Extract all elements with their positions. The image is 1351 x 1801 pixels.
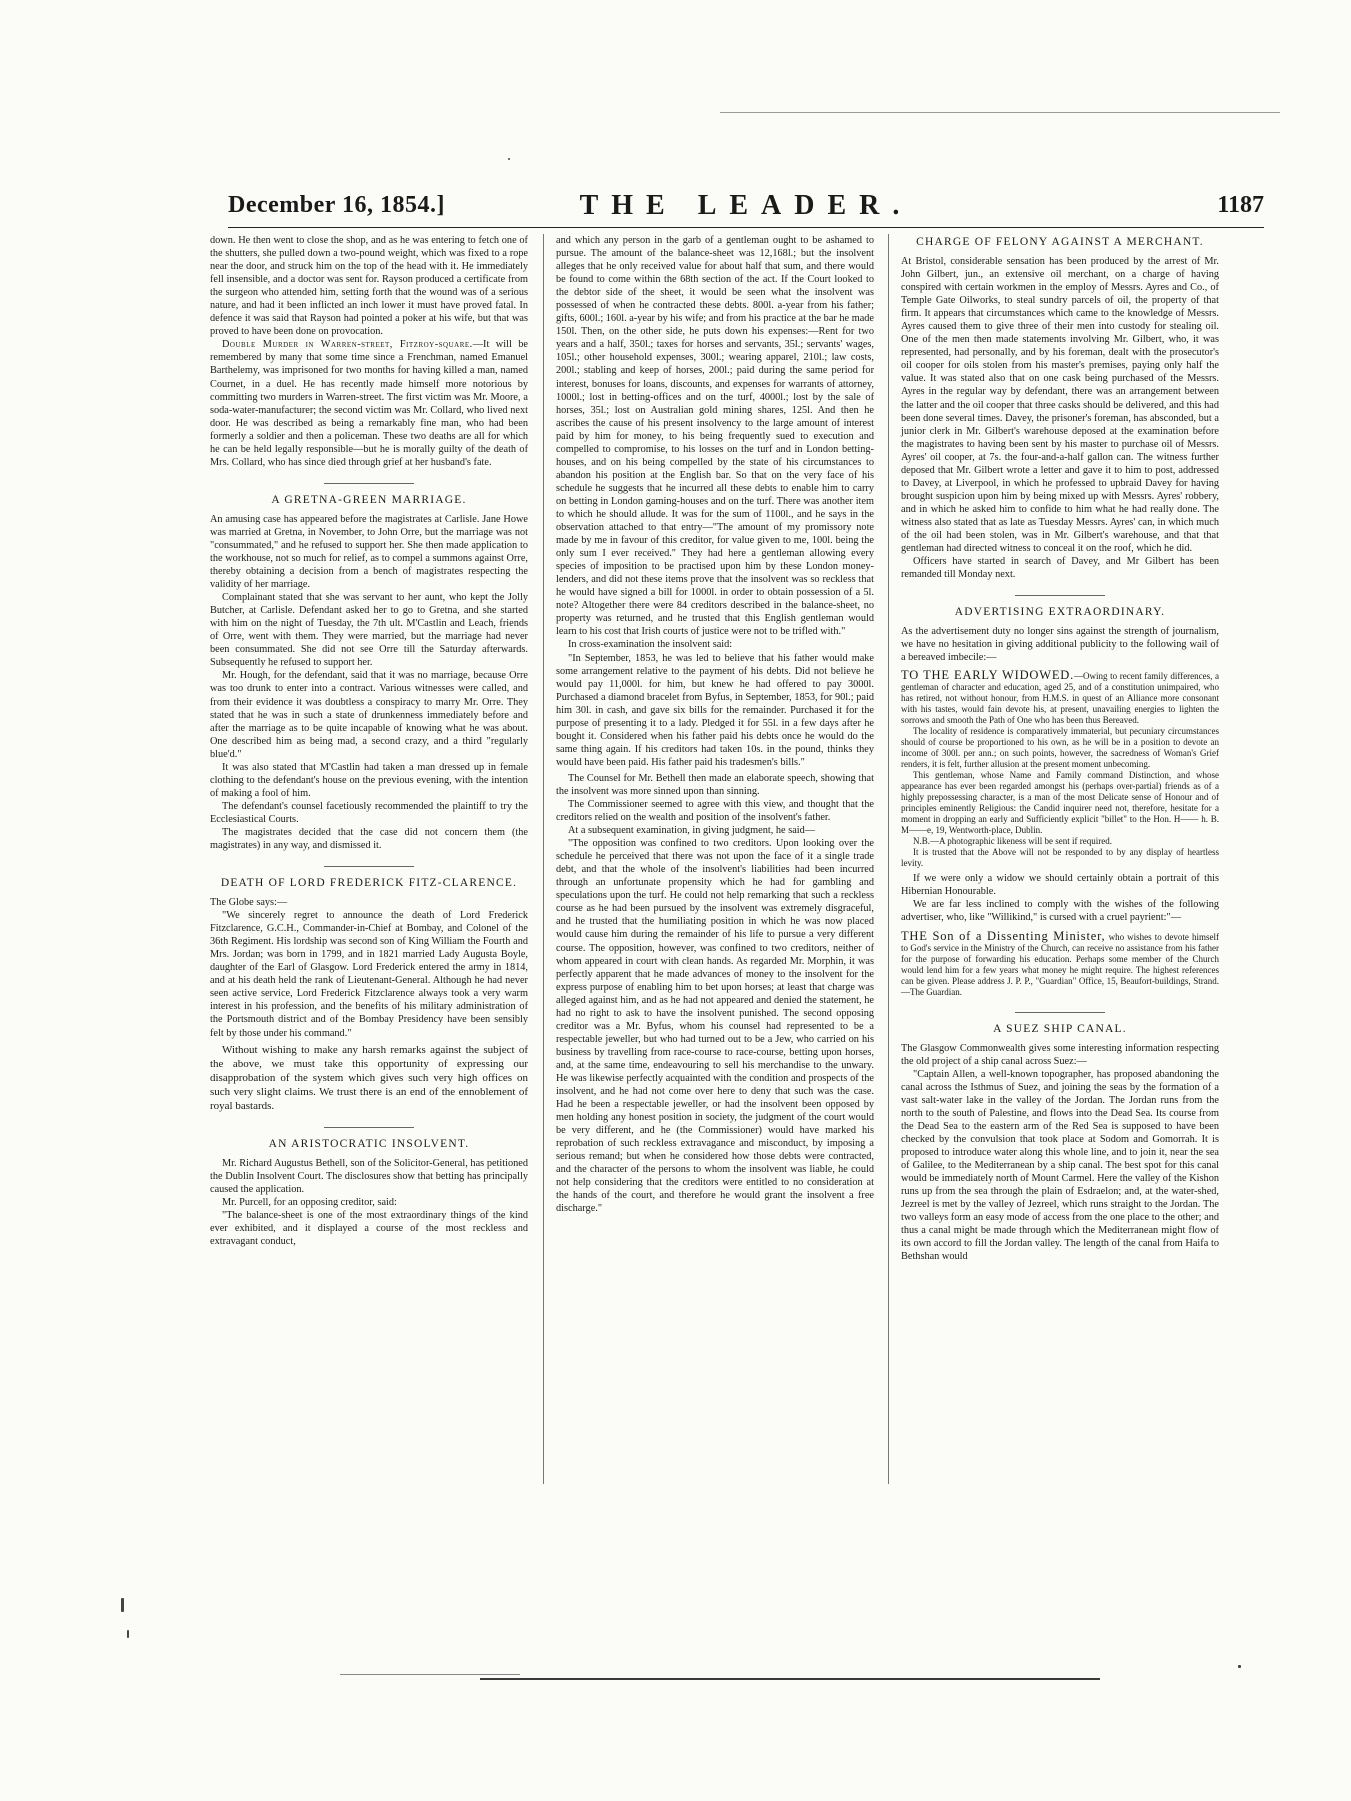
lead-in: Double Murder in Warren-street, Fitzroy-square.: [222, 339, 473, 351]
article-text: The Counsel for Mr. Bethell then made an elaborate speech, showing that the insolvent was more sinned upon than sinning.: [556, 772, 874, 797]
article-text: The Globe says:—: [210, 897, 288, 909]
article-text: and which any person in the garb of a gentleman ought to be ashamed to pursue. The amount of the balance-sheet was 12,168l.; but the insolvent alleges that he only received value for about half that sum, and there would be found to come within the 68th section of the act. If the Court looked to the debtor side of the sheet, it would be seen what the insolvent was possessed of when he contracted these debts. 800l. a-year from his father; gifts, 600l.; 160l. a-year by his wife; and from his practice at the bar he made 150l. Then, on the other side, he puts down his expenses:—Rent for two years and a half, 350l.; taxes for horses and servants, 35l.; servants' wages, 105l.; other household expenses, 300l.; wearing apparel, 210l.; law costs, 200l.; stabling and keep of horses, 200l.; paid during the same period for interest, bonuses for loans, discounts, and expenses for warrants of attorney, 1000l.; lost in betting-offices and on the turf, 4000l.; lost by the sale of horses, 35l.; lost on Australian gold mining shares, 125l. And then he ascribes the cause of his present insolvency to the large amount of interest paid by him for money, to his being frequently sued to execution and compelled to compromise, to his losses on the turf and in London betting-houses, and on his being compelled by the state of his circumstances to abandon his position at the English bar. So that on the very face of his schedule he suggests that he incurred all these debts to enable him to carry on betting in London gaming-houses and on the turf. There was another item to which he should allude. It was for the sum of 1100l., and he says in the observation attached to that entry—"The amount of my promissory note made by me in favour of this creditor, for value given to me, 100l. being the only sum I ever received." They had here a gentleman allowing every species of imposition to be practised upon him by these London money-lenders, and did not these items prove that the insolvent was so reckless that he would have signed a bill for 1000l. in order to obtain possession of a 5l. note? Altogether there were 84 creditors described in the balance-sheet, no property was returned, and he trusted that this English gentleman would learn to his cost that Irish courts of justice were not to be trifled with.": [556, 235, 874, 638]
column-1: [210, 234, 528, 1248]
section-divider: [1015, 1012, 1105, 1013]
column-2: [556, 234, 874, 1216]
masthead: [228, 192, 1264, 226]
newspaper-title: THE LEADER.: [579, 190, 913, 221]
article-text: An amusing case has appeared before the magistrates at Carlisle. Jane Howe was married at Gretna, in November, to John Orre, but the marriage was not "consummated," and he refused to support her. She then made application to the workhouse, not so much for relief, as to compel a summons against Orre, thereby obtaining a decision from a bench of magistrates respecting the validity of her marriage.: [210, 513, 528, 591]
article-text: The magistrates decided that the case did not concern them (the magistrates) in any way, and dismissed it.: [210, 826, 528, 852]
article-text: At a subsequent examination, in giving judgment, he said—: [568, 825, 816, 837]
headline-felony: CHARGE OF FELONY AGAINST A MERCHANT.: [916, 236, 1204, 248]
issue-date: December 16, 1854.]: [228, 192, 445, 218]
masthead-rule: [228, 227, 1264, 228]
column-3: [901, 234, 1219, 1263]
ad-text: The locality of residence is comparatively immaterial, but pecuniary circumstances should of course be proportioned to his own, as he will be in a position to devote an income of 300l. per ann.; on such points, however, the sacredness of Woman's Grief renders, it is felt, further allusion at the present moment unbecoming.: [901, 726, 1219, 770]
article-text: Without wishing to make any harsh remarks against the subject of the above, we must take this opportunity of expressing our disapprobation of the system which gives such very high offices on such very slight claims. We trust there is an end of the ennoblement of royal bastards.: [210, 1043, 528, 1112]
scan-mark: [127, 1630, 129, 1638]
article-quote: "The opposition was confined to two creditors. Upon looking over the schedule he perceived that there was not upon the face of it a single trade debt, and that the whole of the insolvent's liabilities had been incurred through an unfortunate propensity which he had for gambling and speculations upon the turf. He could not help remarking that such a reckless course as he had been pursued by the insolvent was extremely disgraceful, and he trusted that the humiliating position in which he was now placed would cause him during the remainder of his life to pursue a very different course. The opposition, however, was confined to two creditors, neither of whom appeared in court with clean hands. As regarded Mr. Morphin, it was perfectly apparent that he made advances of money to the insolvent for the express purpose of enabling him to bet upon horses; at least that charge was alleged against him, and as he had not appeared and denied the statement, he had no right to ask to have the insolvent punished. The second opposing creditor was a Mr. Byfus, whom his counsel had represented to be a respectable jeweller, but who had turned out to be a Jew, who carried on his business by travelling from race-course to race-course, betting upon horses, and, at the same time, endeavouring to sell his merchandise to the unwary. He was likewise perfectly acquainted with the condition and prospects of the insolvent, and he had not come over here to deny that such was the case. Had he been a respectable jeweller, or had the insolvent been opposed by men holding any honest position in society, the judgment of the court would be very different, and he (the Commissioner) would have marked his reprobation of such reckless extravagance and misconduct, by imposing a serious remand; but when he considered how those debts were contracted, and the character of the persons to whom the insolvent was liable, he could not help considering that the creditors were entitled to no consideration at the hands of the court, and therefore he would grant the insolvent a free discharge.": [556, 838, 874, 1215]
ad-text: This gentleman, whose Name and Family command Distinction, and whose appearance has ever been regarded amongst his (perhaps over-partial) friends as of a highly prepossessing character, is a man of the most Delicate sense of Honour and of principles eminently Religious: the Candid inquirer need not, therefore, hesitate for a moment in dropping an early and Sufficiently explicit "billet" to the Hon. H—— h. B. M——e, 19, Wentworth-place, Dublin.: [901, 770, 1219, 836]
headline-suez: A SUEZ SHIP CANAL.: [993, 1022, 1127, 1035]
article-text: The defendant's counsel facetiously recommended the plaintiff to try the Ecclesiastical Courts.: [210, 800, 528, 825]
advertisement-widowed: [901, 670, 1219, 869]
headline-advertising: ADVERTISING EXTRAORDINARY.: [954, 606, 1166, 619]
article-text: Complainant stated that she was servant to her aunt, who kept the Jolly Butcher, at Carlisle. Defendant asked her to go to Gretna, and she started with him on the night of Tuesday, the 7th ult. M'Castlin and Leach, friends of Orre, went with them. They were married, but the marriage had never been consummated. She did not see Orre till the Saturday afterwards. Subsequently he refused to support her.: [210, 592, 528, 669]
article-quote: "Captain Allen, a well-known topographer, has proposed abandoning the canal across the Isthmus of Suez, and joining the seas by the formation of a vast salt-water lake in the valley of the Jordan. The Jordan runs from the north to the south of Palestine, and flows into the Dead Sea. Its course from the Dead Sea to the eastern arm of the Red Sea is supposed to have been checked by the convulsion that took place at Sodom and Gomorrah. It is proposed to introduce water along this whole line, and to join it, near the sea of Galilee, to the Mediterranean by a ship canal. The best spot for this canal would be immediately north of Mount Carmel. Here the valley of the Kishon runs up from the sea through the plain of Esdraelon; and, at the water-shed, Jezreel is met by the valley of Jezreel, which runs straight to the Jordan. The two valleys form an easy mode of access from the one place to the other; and thus a canal might be made through which the Mediterranean might flow of its own accord to fill the Jordan valley. The length of the canal from Haifa to Bethshan would: [901, 1068, 1219, 1263]
article-text: It was also stated that M'Castlin had taken a man dressed up in female clothing to the defendant's house on the previous evening, with the intention of making a fool of him.: [210, 761, 528, 799]
article-text: Mr. Hough, for the defendant, said that it was no marriage, because Orre was too drunk to enter into a contract. Various witnesses were called, and from their evidence it was doubtless a conspiracy to marry Mr. Orre. They stated that he was in such a state of drunkenness immediately before and after the marriage as to be quite incapable of knowing what he was about. One described him as being mad, a second crazy, and a third "regularly blue'd.": [210, 670, 528, 760]
article-text: At Bristol, considerable sensation has been produced by the arrest of Mr. John Gilbert, jun., an extensive oil merchant, on a charge of having conspired with certain workmen in the employ of Messrs. Ayres and Co., of Temple Gate Oilworks, to steal sundry parcels of oil, the property of that firm. It appears that circumstances which came to the knowledge of Messrs. Ayres caused them to give three of their men into custody for stealing oil. One of the men then made statements involving Mr. Gilbert, who, it was represented, had personally, and by his foreman, dealt with the prosecutor's oil cooper for oils stolen from his master's premises, paying only half the value. It was stated also that on one cask being purchased of the Messrs. Ayres in the regular way by defendant, there was an arrangement between the latter and the oil cooper that three casks should be delivered, and this had been done several times. Davey, the prisoner's foreman, has absconded, but a junior clerk in Mr. Gilbert's warehouse deposed at the examination before the magistrates to having been sent by his master to purchase oil of Messrs. Ayres' oil cooper, at 7s. the four-and-a-half gallon can. The witness further deposed that Mr. Gilbert wrote a letter and gave it to him to post, addressed to Davey, at Liverpool, in which he professed to upbraid Davey for having brought suspicion upon him by being mixed up with Messrs. Ayres' robbery, and in which he asked him to confide to him what he had really done. The witness also stated that as late as Tuesday Messrs. Ayres' can, in which much of the oil had been stolen, was in Mr. Gilbert's warehouse, and that that gentleman had directed witness to conceal it on the roof, which he did.: [901, 256, 1219, 555]
ad-text: N.B.—A photographic likeness will be sent if required.: [913, 836, 1112, 847]
article-text: The Glasgow Commonwealth gives some interesting information respecting the old project of a ship canal across Suez:—: [901, 1042, 1219, 1067]
ad-text: —Owing to recent family differences, a gentleman of character and education, aged 25, and of a constitution unimpaired, who has retired, not without honour, from H.M.S. in quest of an Alliance more consonant with his tastes, would fain devote his, at present, unavailing energies to lighten the sorrows and smooth the Path of One who has been thus Bereaved.: [901, 671, 1219, 726]
article-text: Mr. Richard Augustus Bethell, son of the Solicitor-General, has petitioned the Dublin Insolvent Court. The disclosures show that betting has principally caused the application.: [210, 1157, 528, 1195]
article-quote: "We sincerely regret to announce the death of Lord Frederick Fitzclarence, G.C.H., Commander-in-Chief at Bombay, and Colonel of the 36th Regiment. His lordship was second son of King William the Fourth and Mrs. Jordan; was born in 1799, and in 1821 married Lady Augusta Boyle, daughter of the Earl of Glasgow. Lord Frederick entered the army in 1814, and at his death held the rank of Lieutenant-General. Although he had never seen active service, Lord Frederick Fitzclarence always took a very warm interest in his profession, and the benefits of his military administration of the Portsmouth district and of the Bombay Presidency have been sensibly felt by those under his command.": [210, 910, 528, 1039]
headline-gretna: A GRETNA-GREEN MARRIAGE.: [271, 493, 467, 506]
article-text: If we were only a widow we should certainly obtain a portrait of this Hibernian Honourable.: [901, 873, 1219, 898]
article-paragraph: [210, 338, 528, 468]
article-quote: "In September, 1853, he was led to believe that his father would make some arrangement relative to the payment of his debts. Did not believe he would pay 11,000l. for him, but knew he had offered to pay 3000l. Purchased a diamond bracelet from Byfus, in September, 1853, for 90l.; paid him 30l. in cash, and gave six bills for the remainder. Purchased it for the purpose of presenting it to a lady. Pledged it for 55l. in a few days after he bought it. Considered when his father paid his debts once he would do the same thing again. If his creditors had taken 10s. in the pound, thinks they would have been paid. His father paid his tradesmen's bills.": [556, 652, 874, 768]
advertisement-dissenting-minister: [901, 928, 1219, 998]
article-text: Officers have started in search of Davey, and Mr Gilbert has been remanded till Monday next.: [901, 556, 1219, 581]
section-divider: [1015, 595, 1105, 596]
article-text: —It will be remembered by many that some time since a Frenchman, named Emanuel Barthelemy, was imprisoned for two months for having killed a man, named Cournet, in a duel. He has recently made himself more notorious by committing two murders in Warren-street. The first victim was Mr. Moore, a soda-water-manufacturer; the second victim was Mr. Collard, who lived next door. He was described as being a remarkably fine man, who had been formerly a soldier and then a policeman. These two deaths are all for which he can be held legally responsible—but he is morally guilty of the death of Mrs. Collard, who has since died through grief at her husband's fate.: [210, 339, 528, 468]
headline-insolvent: AN ARISTOCRATIC INSOLVENT.: [268, 1137, 470, 1150]
ad-heading: THE Son of a Dissenting Minister,: [901, 928, 1106, 943]
scan-mark: [508, 158, 510, 160]
column-divider: [543, 234, 544, 1484]
scan-mark: [1238, 1665, 1241, 1668]
headline-death: DEATH OF LORD FREDERICK FITZ-CLARENCE.: [220, 877, 518, 890]
column-divider: [888, 234, 889, 1484]
article-text: The Commissioner seemed to agree with this view, and thought that the creditors relied on the wealth and position of the insolvent's father.: [556, 799, 874, 824]
article-text: In cross-examination the insolvent said:: [568, 639, 733, 651]
scan-mark: [121, 1598, 124, 1612]
article-text: Mr. Purcell, for an opposing creditor, said:: [222, 1196, 397, 1208]
section-divider: [324, 483, 414, 484]
article-text: As the advertisement duty no longer sins against the strength of journalism, we have no hesitation in giving additional publicity to the following wail of a bereaved imbecile:—: [901, 626, 1219, 664]
bottom-rule: [340, 1674, 520, 1675]
ad-text: who wishes to devote himself to God's service in the Ministry of the Church, can receive no assistance from his father for the purpose of forwarding his education. Perhaps some member of the Church would lend him for a few years what money he might require. The highest references can be given. Please address J. P. P., "Guardian" Office, 15, Beaufort-buildings, Strand.—The Guardian.: [901, 931, 1219, 997]
ad-text: It is trusted that the Above will not be responded to by any display of heartless levity.: [901, 847, 1219, 869]
section-divider: [324, 1127, 414, 1128]
top-rule: [720, 112, 1280, 113]
page-number: 1187: [1217, 192, 1264, 218]
section-divider: [324, 866, 414, 867]
article-text: We are far less inclined to comply with the wishes of the following advertiser, who, like "Willikind," is cursed with a cruel payrient:"—: [901, 899, 1219, 924]
article-quote: "The balance-sheet is one of the most extraordinary things of the kind ever exhibited, and it displayed a course of the most reckless and extravagant conduct,: [210, 1209, 528, 1247]
bottom-rule: [480, 1678, 1100, 1680]
ad-heading: TO THE EARLY WIDOWED.: [901, 668, 1075, 683]
article-text: down. He then went to close the shop, and as he was entering to fetch one of the shutters, she pulled down a two-pound weight, which was fixed to a rope near the door, and struck him on the top of the head with it. He immediately fell insensible, and a doctor was sent for. Rayson produced a certificate from the surgeon who attended him, setting forth that the wound was of a serious nature, and had it been inflicted an inch lower it must have proved fatal. In defence it was said that Rayson had pointed a poker at his wife, but that was proved to have been done on provocation.: [210, 235, 528, 338]
